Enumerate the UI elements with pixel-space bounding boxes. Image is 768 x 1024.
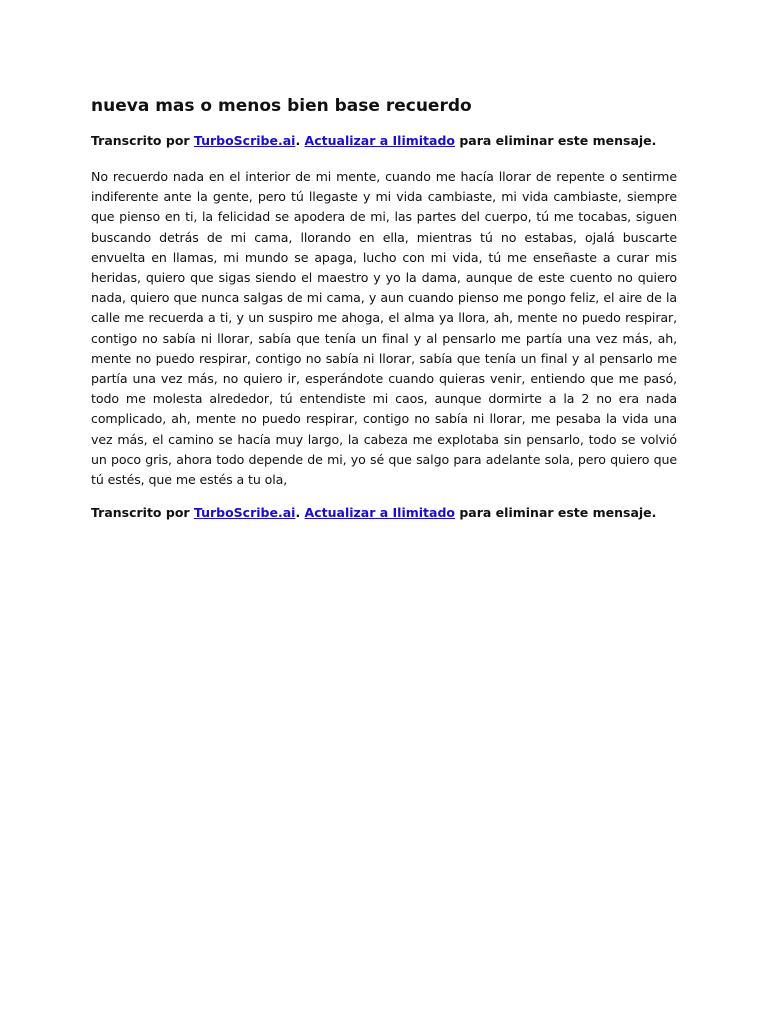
turboscribe-link[interactable]: TurboScribe.ai bbox=[193, 505, 296, 521]
upgrade-link[interactable]: Actualizar a Ilimitado bbox=[304, 133, 455, 148]
document-title: nueva mas o menos bien base recuerdo bbox=[91, 96, 472, 116]
document-page bbox=[91, 94, 677, 522]
notice-prefix: Transcrito por bbox=[91, 133, 194, 148]
notice-separator: . bbox=[295, 505, 305, 521]
upgrade-link[interactable]: Actualizar a Ilimitado bbox=[304, 505, 455, 521]
notice-suffix: para eliminar este mensaje. bbox=[455, 505, 657, 521]
notice-prefix: Transcrito por bbox=[91, 505, 194, 521]
notice-suffix: para eliminar este mensaje. bbox=[455, 133, 657, 148]
notice-separator: . bbox=[295, 133, 305, 148]
transcription-notice-bottom bbox=[91, 504, 677, 522]
turboscribe-link[interactable]: TurboScribe.ai bbox=[193, 133, 296, 148]
transcript-body: No recuerdo nada en el interior de mi mente, cuando me hacía llorar de repente o sentirme indiferente ante la gente, pero tú llegaste y mi vida cambiaste, mi vida cambiaste, siempre que pienso en ti, la felicidad se apodera de mi, las partes del cuerpo, tú me tocabas, siguen buscando detrás de mi cama, llorando en ella, mientras tú no estabas, ojalá buscarte envuelta en llamas, mi mundo se apaga, lucho con mi vida, tú me enseñaste a curar mis heridas, quiero que sigas siendo el maestro y yo la dama, aunque de este cuento no quiero nada, quiero que nunca salgas de mi cama, y aun cuando pienso me pongo feliz, el aire de la calle me recuerda a ti, y un suspiro me ahoga, el alma ya llora, ah, mente no puedo respirar, contigo no sabía ni llorar, sabía que tenía un final y al pensarlo me partía una vez más, ah, mente no puedo respirar, contigo no sabía ni llorar, sabía que tenía un final y al pensarlo me partía una vez más, no quiero ir, esperándote cuando quieras venir, entiendo que me pasó, todo me molesta alrededor, tú entendiste mi caos, aunque dormirte a la 2 no era nada complicado, ah, mente no puedo respirar, contigo no sabía ni llorar, me pesaba la vida una vez más, el camino se hacía muy largo, la cabeza me explotaba sin pensarlo, todo se volvió un poco gris, ahora todo depende de mi, yo sé que salgo para adelante sola, pero quiero que tú estés, que me estés a tu ola, bbox=[91, 169, 677, 488]
transcription-notice-top bbox=[91, 132, 677, 150]
